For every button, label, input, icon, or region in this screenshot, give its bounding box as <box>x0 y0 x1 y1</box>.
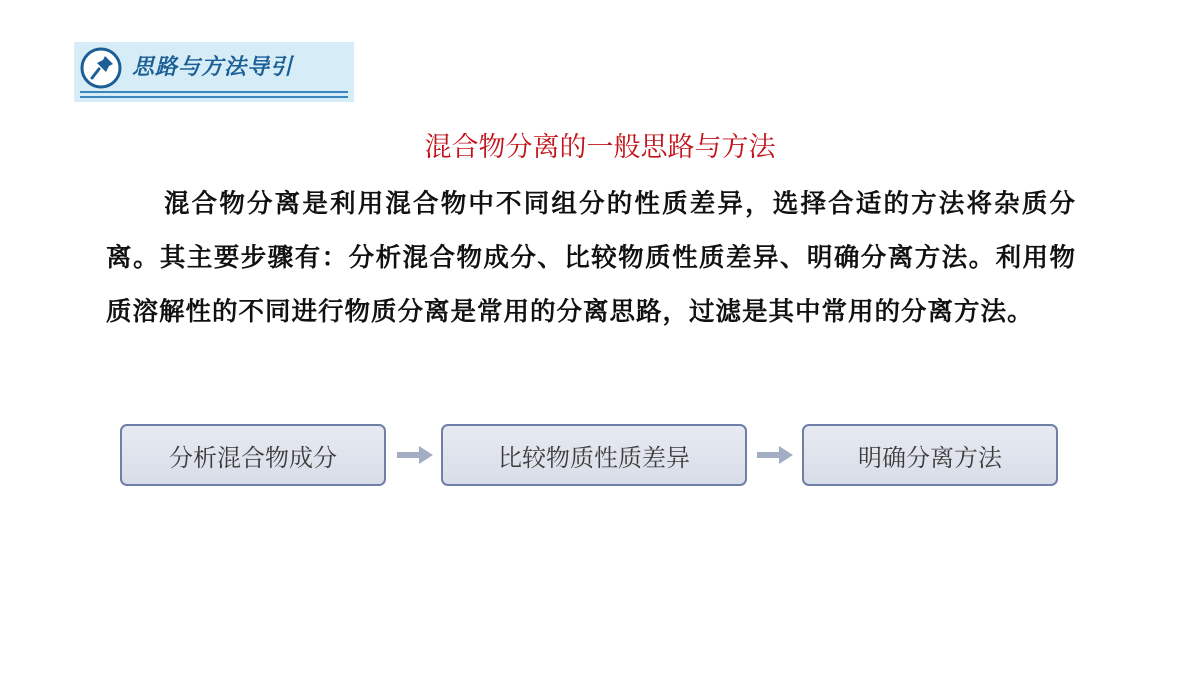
pushpin-icon <box>80 47 122 89</box>
arrow-right-icon <box>755 444 795 466</box>
flow-step-2: 比较物质性质差异 <box>441 424 747 486</box>
flow-step-1: 分析混合物成分 <box>120 424 386 486</box>
badge-underline-1 <box>80 91 348 93</box>
badge-underline-2 <box>80 96 348 98</box>
page-title: 混合物分离的一般思路与方法 <box>424 132 776 163</box>
flow-step-3: 明确分离方法 <box>802 424 1058 486</box>
body-paragraph: 混合物分离是利用混合物中不同组分的性质差异，选择合适的方法将杂质分离。其主要步骤有：分析混合物成分、比较物质性质差异、明确分离方法。利用物质溶解性的不同进行物质分离是常用的分离思路，过滤是其中常用的分离方法。 <box>106 189 1076 327</box>
section-badge <box>74 42 354 102</box>
arrow-right-icon <box>395 444 435 466</box>
badge-title: 思路与方法导引 <box>132 55 294 80</box>
